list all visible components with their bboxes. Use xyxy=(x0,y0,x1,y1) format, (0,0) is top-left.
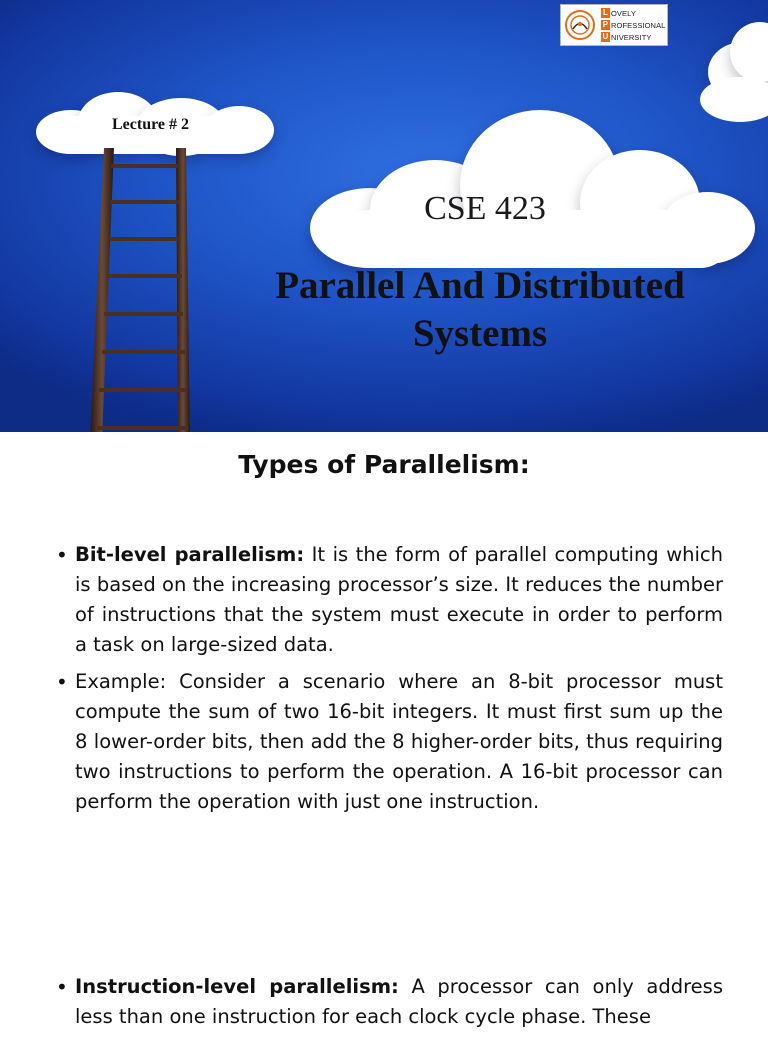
university-emblem-icon xyxy=(565,10,595,40)
bullet-term: Bit-level parallelism: xyxy=(75,543,305,566)
bullet-text: Example: Consider a scenario where an 8-bit processor must compute the sum of two 16-bit integers. It must first sum up the 8 lower-order bits, then add the 8 higher-order bits, thus requiring two instructions to perform the operation. A 16-bit processor can perform the operation with just one instruction. xyxy=(75,670,723,813)
university-logo xyxy=(560,4,668,46)
logo-wordmark xyxy=(601,7,667,43)
ladder-illustration xyxy=(90,140,200,432)
bullet-instruction-level xyxy=(75,972,723,1032)
course-name xyxy=(230,262,730,358)
bullet-text: A processor can only address less than one instruction for each clock cycle phase. These xyxy=(75,975,723,1028)
logo-word-3: U NIVERSITY xyxy=(602,32,652,42)
bullet-list-continued xyxy=(75,972,723,1039)
bullet-text: It is the form of parallel computing which is based on the increasing processor’s size. It reduces the number of instructions that the system must execute in order to perform a task on large-sized data. xyxy=(75,543,724,656)
course-name-line-1: Parallel And Distributed xyxy=(275,264,685,307)
logo-word-1: L OVELY xyxy=(603,8,636,18)
bullet-term: Instruction-level parallelism: xyxy=(75,975,399,998)
course-code: CSE 423 xyxy=(424,190,546,227)
lecture-number: Lecture # 2 xyxy=(112,116,190,133)
logo-word-2: P ROFESSIONAL xyxy=(602,20,666,30)
bullet-bit-level xyxy=(75,540,723,660)
section-heading: Types of Parallelism: xyxy=(238,450,530,479)
title-slide xyxy=(0,0,768,432)
course-name-line-2: Systems xyxy=(412,312,548,355)
bullet-example xyxy=(75,667,723,817)
bullet-list xyxy=(75,540,723,824)
